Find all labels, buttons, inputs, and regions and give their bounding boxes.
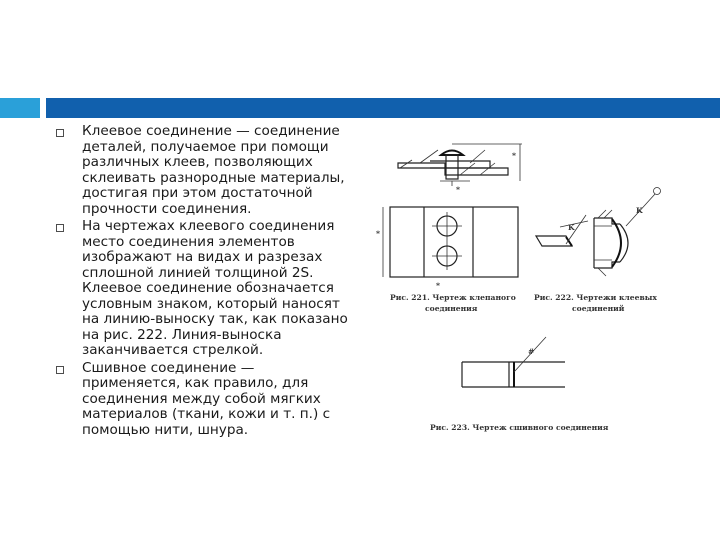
figure-221-caption-cont: соединения <box>425 304 478 313</box>
figure-223-stitched-joint <box>430 337 609 432</box>
glue-sign: K <box>568 223 575 232</box>
dimension-mark: * <box>376 229 380 238</box>
figure-221-riveted-joint <box>376 144 522 313</box>
figure-222-caption: Рис. 222. Чертежи клеевых <box>534 293 657 302</box>
figure-221-caption: Рис. 221. Чертеж клепаного <box>390 293 516 302</box>
bullet-text: Сшивное соединение — применяется, как правило, для соединения между собой мягких материалов (ткани, кожи и т. п.) с помощью нити, шнура. <box>82 359 331 438</box>
dimension-mark: * <box>512 151 516 160</box>
bullet-text: Клеевое соединение — соединение деталей, получаемое при помощи различных клеев, позволяющих склеивать разнородные материалы, достигая при этом достаточной прочности соединения. <box>82 123 345 217</box>
rivet-section-view <box>398 144 522 194</box>
glued-plates-view <box>536 215 588 246</box>
figure-222-glued-joints <box>534 188 661 314</box>
bullet-text: На чертежах клеевого соединения место соединения элементов изображают на видах и разрезах сплошной линией толщиной 2S. Клеевое соединение обозначается условным знаком, который наносят на линию-выноску так, как показано на рис. 222. Линия-выноска заканчивается стрелкой. <box>82 218 348 358</box>
glued-pipe-view <box>594 188 661 277</box>
dimension-mark: * <box>436 281 440 290</box>
dimension-mark: * <box>456 185 460 194</box>
figure-222-caption-cont: соединений <box>572 304 625 313</box>
stitch-sign: # <box>528 347 535 356</box>
stitched-plates-view <box>462 337 565 387</box>
rivet-plan-view <box>376 207 518 290</box>
figure-223-caption: Рис. 223. Чертеж сшивного соединения <box>430 423 609 432</box>
glue-sign: K <box>636 206 643 215</box>
